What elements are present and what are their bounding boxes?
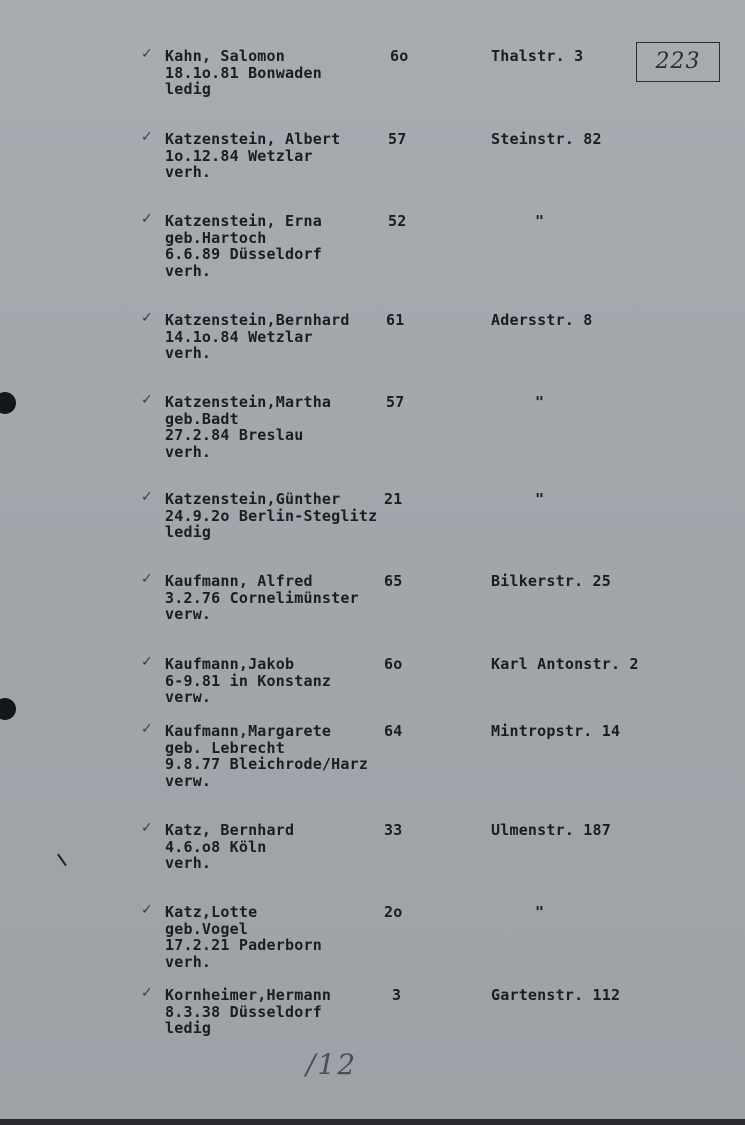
person-details — [165, 573, 359, 623]
page-number: 223 — [655, 49, 701, 74]
person-detail-line: 9.8.77 Bleichrode/Harz — [165, 755, 369, 773]
person-detail-line: ledig — [165, 1019, 212, 1037]
person-name: Kaufmann,Jakob — [165, 655, 295, 673]
page-number-box — [636, 42, 720, 82]
address: Steinstr. 82 — [491, 130, 602, 148]
address: Thalstr. 3 — [491, 47, 584, 65]
address-ditto-mark: " — [535, 903, 545, 921]
person-age: 21 — [384, 490, 403, 508]
person-details — [165, 131, 340, 181]
person-name: Katzenstein,Günther — [165, 490, 341, 508]
person-detail-line: verh. — [165, 442, 212, 461]
person-name: Katzenstein, Albert — [165, 130, 341, 148]
checkmark-icon: ✓ — [141, 571, 153, 587]
person-details — [165, 904, 322, 970]
person-name: Katzenstein,Bernhard — [165, 311, 350, 329]
person-age: 64 — [384, 722, 403, 740]
checkmark-icon: ✓ — [141, 985, 153, 1001]
checkmark-icon: ✓ — [141, 392, 153, 408]
person-detail-line: 14.1o.84 Wetzlar — [165, 327, 313, 346]
person-name: Kaufmann, Alfred — [165, 572, 313, 590]
person-name: Kornheimer,Hermann — [165, 986, 332, 1004]
address-ditto-mark: " — [535, 212, 545, 230]
person-detail-line: verh. — [165, 952, 212, 971]
person-age: 61 — [386, 311, 405, 329]
page-edge — [0, 1119, 745, 1125]
person-detail-line: 27.2.84 Breslau — [165, 426, 304, 444]
person-age: 57 — [388, 130, 407, 148]
folio-number: /12 — [306, 1048, 358, 1081]
person-detail-line: 4.6.o8 Köln — [165, 837, 267, 856]
person-detail-line: verw. — [165, 771, 212, 790]
address: Karl Antonstr. 2 — [491, 655, 639, 673]
address: Gartenstr. 112 — [491, 986, 621, 1004]
person-name: Katzenstein,Martha — [165, 393, 332, 411]
checkmark-icon: ✓ — [141, 46, 153, 62]
address-ditto-mark: " — [535, 393, 545, 411]
person-detail-line: verh. — [165, 344, 212, 362]
person-age: 2o — [384, 903, 403, 921]
person-detail-line: verh. — [165, 163, 212, 181]
person-details — [165, 822, 294, 872]
person-details — [165, 491, 377, 541]
person-details — [165, 312, 350, 362]
address-ditto-mark: " — [535, 490, 545, 508]
checkmark-icon: ✓ — [141, 721, 153, 737]
checkmark-icon: ✓ — [141, 820, 153, 836]
person-detail-line: 24.9.2o Berlin-Steglitz — [165, 506, 378, 525]
person-detail-line: verh. — [165, 854, 212, 872]
checkmark-icon: ✓ — [141, 654, 153, 670]
person-age: 57 — [386, 393, 405, 411]
person-name: Katz, Bernhard — [165, 821, 295, 839]
person-age: 65 — [384, 572, 403, 590]
person-detail-line: verw. — [165, 688, 212, 706]
person-detail-line: verw. — [165, 605, 212, 623]
address: Bilkerstr. 25 — [491, 572, 611, 590]
person-details — [165, 656, 331, 706]
person-detail-line: ledig — [165, 80, 212, 98]
person-details — [165, 48, 322, 98]
person-details — [165, 213, 322, 279]
person-detail-line: ledig — [165, 523, 212, 541]
person-age: 52 — [388, 212, 407, 230]
person-age: 33 — [384, 821, 403, 839]
address: Ulmenstr. 187 — [491, 821, 611, 839]
checkmark-icon: ✓ — [141, 902, 153, 918]
person-name: Katz,Lotte — [165, 903, 258, 921]
person-detail-line: 3.2.76 Cornelimünster — [165, 588, 359, 607]
person-details — [165, 987, 331, 1037]
person-detail-line: 6-9.81 in Konstanz — [165, 671, 332, 690]
person-age: 6o — [390, 47, 409, 65]
address: Adersstr. 8 — [491, 311, 593, 329]
checkmark-icon: ✓ — [141, 310, 153, 326]
address: Mintropstr. 14 — [491, 722, 621, 740]
person-details — [165, 723, 368, 789]
person-detail-line: geb.Hartoch — [165, 228, 267, 247]
person-detail-line: 18.1o.81 Bonwaden — [165, 63, 322, 82]
person-name: Kahn, Salomon — [165, 47, 285, 65]
person-details — [165, 394, 331, 460]
person-detail-line: geb. Lebrecht — [165, 738, 285, 757]
person-age: 3 — [392, 986, 402, 1004]
person-detail-line: geb.Vogel — [165, 919, 249, 938]
person-detail-line: 6.6.89 Düsseldorf — [165, 245, 322, 263]
checkmark-icon: ✓ — [141, 489, 153, 505]
person-detail-line: 17.2.21 Paderborn — [165, 936, 322, 954]
person-name: Katzenstein, Erna — [165, 212, 322, 230]
person-age: 6o — [384, 655, 403, 673]
person-detail-line: verh. — [165, 261, 212, 280]
checkmark-icon: ✓ — [141, 211, 153, 227]
person-detail-line: 8.3.38 Düsseldorf — [165, 1002, 322, 1021]
person-name: Kaufmann,Margarete — [165, 722, 332, 740]
checkmark-icon: ✓ — [141, 129, 153, 145]
person-detail-line: 1o.12.84 Wetzlar — [165, 146, 313, 165]
person-detail-line: geb.Badt — [165, 409, 239, 428]
